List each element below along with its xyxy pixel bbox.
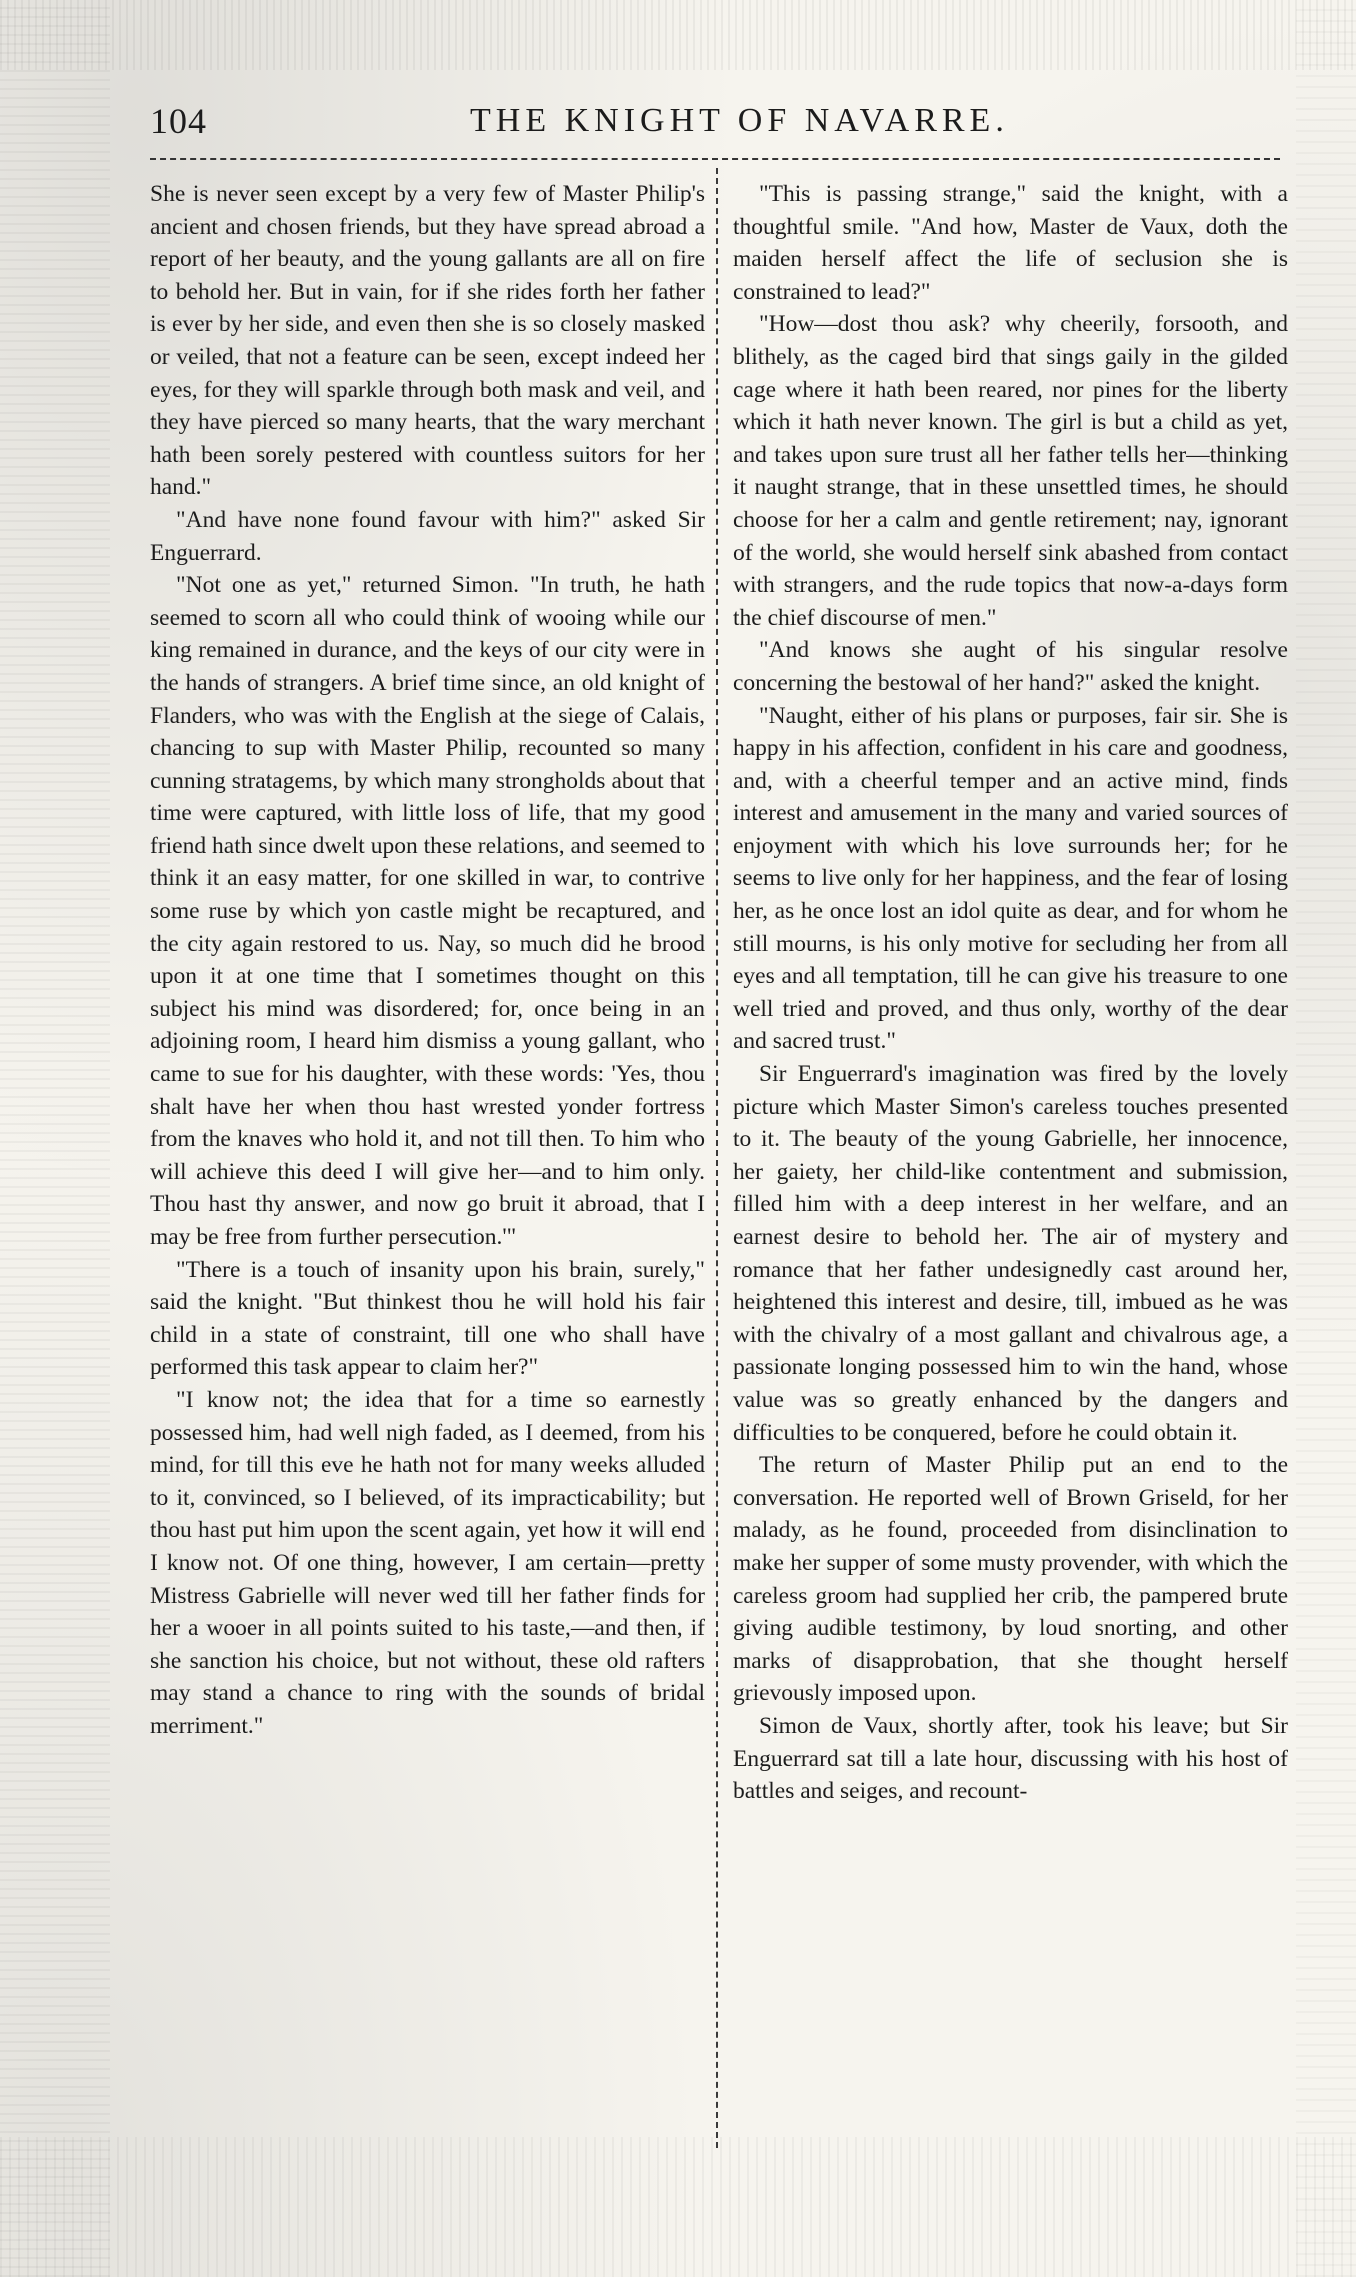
paragraph: Simon de Vaux, shortly after, took his leave; but Sir Enguerrard sat till a late hour, discussing with his host of battles and seiges, and recount-: [733, 1712, 1288, 1805]
paragraph: "I know not; the idea that for a time so earnestly possessed him, had well nigh faded, as I deemed, from his mind, for till this eve he hath not for many weeks alluded to it, convinced, so I believed, of its impracticability; but thou hast put him upon the scent again, yet how it will end I know not. Of one thing, however, I am certain—pretty Mistress Gabrielle will never wed till her father finds for her a wooer in all points suited to his taste,—and then, if she sanction his choice, but not without, these old rafters may stand a chance to ring with the sounds of bridal merriment.": [150, 1386, 705, 1739]
scan-noise-top: [0, 0, 1356, 70]
right-column: [733, 178, 1288, 2138]
paragraph: The return of Master Philip put an end to the conversation. He reported well of Brown Griseld, for her malady, as he found, proceeded from disinclination to make her supper of some musty provender, with which the careless groom had supplied her crib, the pampered brute giving audible testimony, by loud snorting, and other marks of disapprobation, that she thought herself grievously imposed upon.: [733, 1452, 1288, 1707]
page-header: [150, 100, 1280, 150]
scan-noise-right: [1296, 0, 1356, 2277]
paragraph: "This is passing strange," said the knight, with a thoughtful smile. "And how, Master de Vaux, doth the maiden herself affect the life of seclusion she is constrained to lead?": [733, 181, 1288, 305]
page-number: 104: [150, 101, 207, 141]
scan-noise-bottom: [0, 2137, 1356, 2277]
paragraph: She is never seen except by a very few of Master Philip's ancient and chosen friends, but they have spread abroad a report of her beauty, and the young gallants are all on fire to behold her. But in vain, for if she rides forth her father is ever by her side, and even then she is so closely masked or veiled, that not a feature can be seen, except indeed her eyes, for they will sparkle through both mask and veil, and they have pierced so many hearts, that the wary merchant hath been sorely pestered with countless suitors for her hand.": [150, 181, 705, 501]
paragraph: "There is a touch of insanity upon his brain, surely," said the knight. "But thinkest thou he will hold his fair child in a state of constraint, till one who shall have performed this task appear to claim her?": [150, 1256, 705, 1381]
paragraph: "Not one as yet," returned Simon. "In truth, he hath seemed to scorn all who could think of wooing while our king remained in durance, and the keys of our city were in the hands of strangers. A brief time since, an old knight of Flanders, who was with the English at the siege of Calais, chancing to sup with Master Philip, recounted so many cunning stratagems, by which many strongholds about that time were captured, with little loss of life, that my good friend hath since dwelt upon these relations, and seemed to think it an easy matter, for one skilled in war, to contrive some ruse by which yon castle might be recaptured, and the city again restored to us. Nay, so much did he brood upon it at one time that I sometimes thought on this subject his mind was disordered; for, once being in an adjoining room, I heard him dismiss a young gallant, who came to sue for his daughter, with these words: 'Yes, thou shalt have her when thou hast wrested yonder fortress from the knaves who hold it, and not till then. To him who will achieve this deed I will give her—and to him only. Thou hast thy answer, and now go bruit it abroad, that I may be free from further persecution.'": [150, 572, 705, 1250]
paragraph: "How—dost thou ask? why cheerily, forsooth, and blithely, as the caged bird that sings gaily in the gilded cage where it hath been reared, nor pines for the liberty which it hath never known. The girl is but a child as yet, and takes upon sure trust all her father tells her—thinking it naught strange, that in these unsettled times, he should choose for her a calm and gentle retirement; nay, ignorant of the world, she would herself sink abashed from contact with strangers, and the rude topics that now-a-days form the chief discourse of men.": [733, 311, 1288, 631]
paragraph: "And knows she aught of his singular resolve concerning the bestowal of her hand?" asked the knight.: [733, 637, 1288, 696]
scan-noise-left: [0, 0, 110, 2277]
left-column: [150, 178, 705, 2138]
running-head: THE KNIGHT OF NAVARRE.: [470, 102, 1009, 139]
paragraph: "Naught, either of his plans or purposes, fair sir. She is happy in his affection, confident in his care and goodness, and, with a cheerful temper and an active mind, finds interest and amusement in the many and varied sources of enjoyment with which his love surrounds her; for he seems to live only for her happiness, and the fear of losing her, as he once lost an idol quite as dear, and for whom he still mourns, is his only motive for secluding her from all eyes and all temptation, till he can give his treasure to one well tried and proved, and thus only, worthy of the dear and sacred trust.": [733, 702, 1288, 1055]
paragraph: Sir Enguerrard's imagination was fired by the lovely picture which Master Simon's careless touches presented to it. The beauty of the young Gabrielle, her innocence, her gaiety, her child-like contentment and submission, filled him with a deep interest in her welfare, and an earnest desire to behold her. The air of mystery and romance that her father undesignedly cast around her, heightened this interest and desire, till, imbued as he was with the chivalry of a most gallant and chivalrous age, a passionate longing possessed him to win the hand, whose value was so greatly enhanced by the dangers and difficulties to be conquered, before he could obtain it.: [733, 1061, 1288, 1446]
paragraph: "And have none found favour with him?" asked Sir Enguerrard.: [150, 506, 705, 566]
header-rule: [150, 158, 1280, 160]
column-divider: [716, 168, 718, 2148]
